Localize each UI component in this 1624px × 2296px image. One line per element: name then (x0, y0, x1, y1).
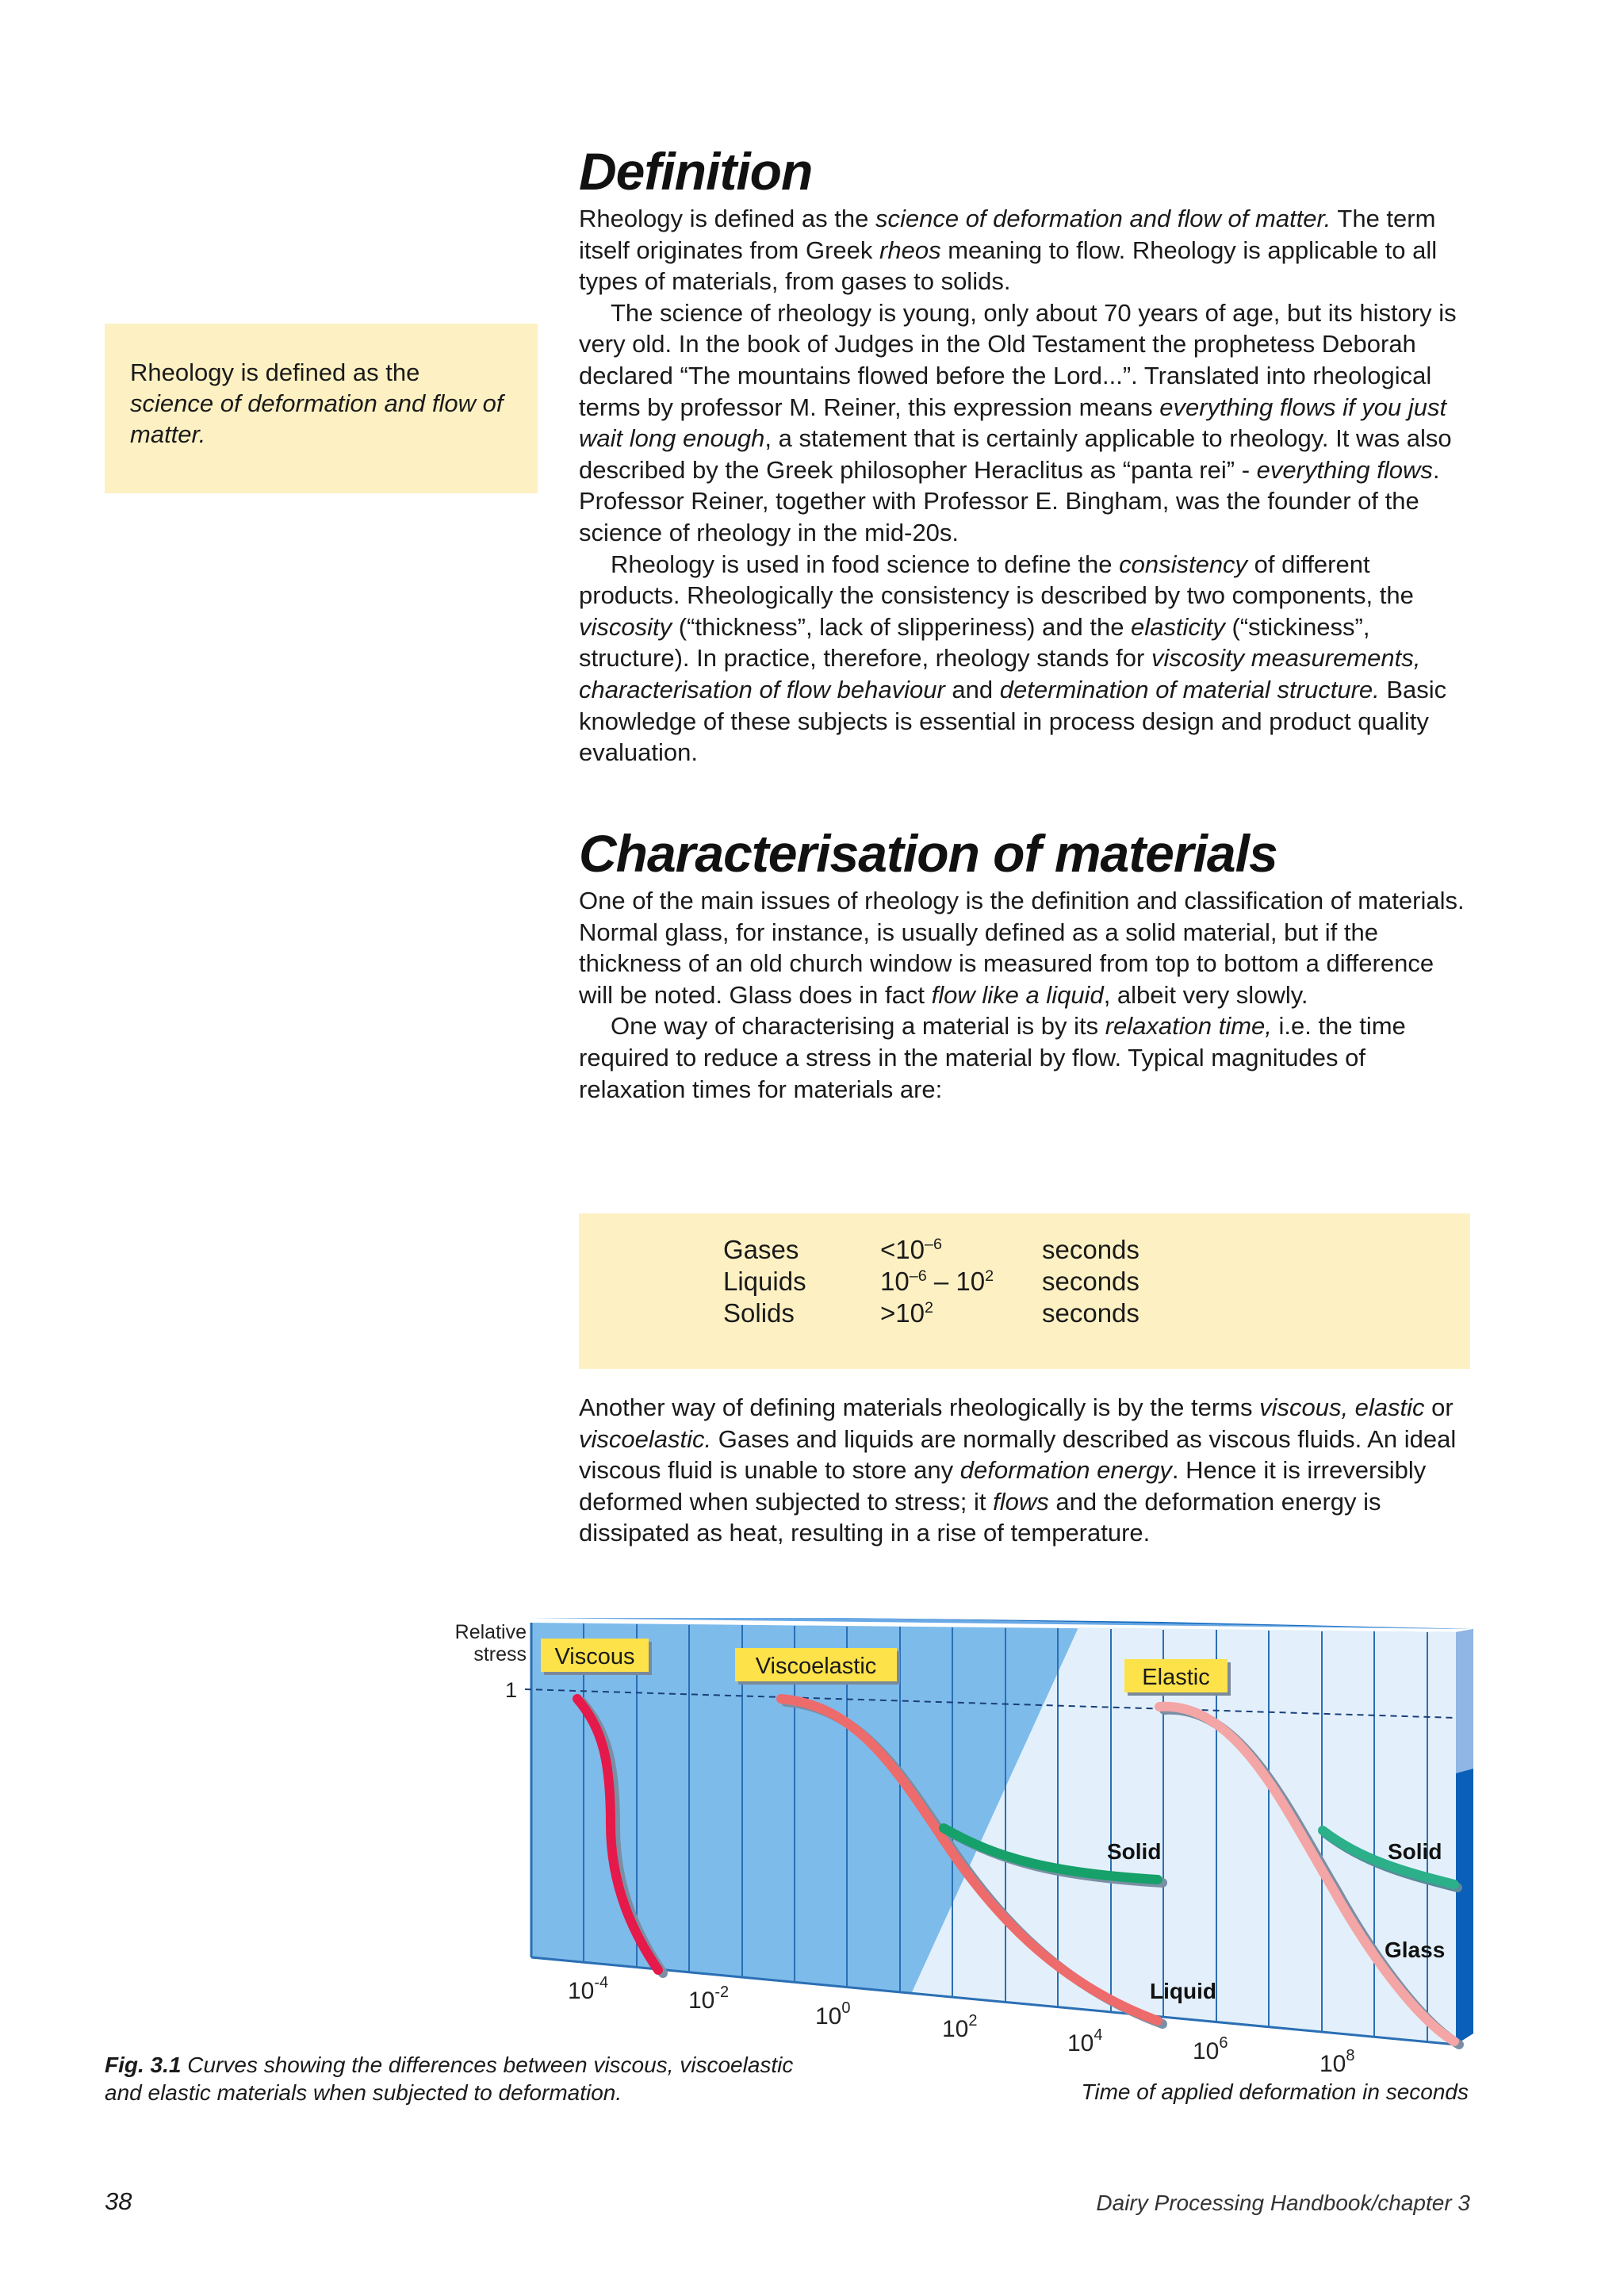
definition-paragraph-2: The science of rheology is young, only about 70 years of age, but its history is very old. In the book of Judges in the Old Testament the prophetess Deborah declared “The mountains flowed before the Lord...”. Translated into rheological terms by professor M. Reiner, this expression means everything flows if you just wait long enough, a statement that is certainly applicable to rheology. It was also described by the Greek philosopher Heraclitus as “panta rei” - everything flows. Professor Reiner, together with Professor E. Bingham, was the founder of the science of rheology in the mid-20s. (579, 298, 1457, 546)
viscous-tag (541, 1639, 652, 1675)
viscous-elastic-section (579, 1392, 1470, 1549)
figure-caption-label: Fig. 3.1 (105, 2053, 182, 2077)
viscoelastic-tag (735, 1648, 900, 1685)
figure-side-face-light (1456, 1629, 1473, 1773)
x-tick-label: $10^4$ (1067, 2026, 1103, 2056)
characterisation-section (579, 823, 1470, 1105)
characterisation-heading: Characterisation of materials (579, 824, 1277, 883)
relaxation-unit: seconds (1042, 1235, 1139, 1264)
relaxation-unit: seconds (1042, 1298, 1139, 1328)
relaxation-value: $10^{-6} - 10^2$ (880, 1267, 994, 1296)
svg-text:Elastic: Elastic (1142, 1665, 1210, 1690)
x-tick-label: $10^{-2}$ (688, 1984, 730, 2014)
material-name: Gases (723, 1235, 799, 1264)
relaxation-row (579, 1266, 1470, 1297)
figure-caption-text: Curves showing the differences between viscous, viscoelastic and elastic materials when subjected to deformation. (105, 2053, 794, 2105)
x-tick-label: $10^{-4}$ (568, 1974, 609, 2004)
y-axis-tick: 1 (504, 1678, 517, 1702)
definition-heading: Definition (579, 142, 813, 201)
svg-text:Viscous: Viscous (554, 1644, 635, 1669)
definition-section (579, 141, 1470, 769)
figure-caption (105, 2051, 818, 2106)
curve-label-glass: Glass (1385, 1938, 1446, 1962)
relaxation-times-box (579, 1213, 1470, 1369)
sidebar-note (105, 324, 538, 493)
x-tick-label: $10^0$ (815, 1999, 851, 2030)
characterisation-paragraph-2: One way of characterising a material is by its relaxation time, i.e. the time required to reduce a stress in the material by flow. Typical magnitudes of relaxation times for materials are: (579, 1012, 1406, 1103)
x-tick-label: $10^8$ (1320, 2047, 1355, 2077)
relaxation-value: $<10^{-6}$ (880, 1235, 942, 1264)
relaxation-value: $>10^2$ (880, 1298, 933, 1328)
x-axis-label: Time of applied deformation in seconds (1081, 2079, 1469, 2104)
definition-paragraph-1: Rheology is defined as the science of deformation and flow of matter. The term itself originates from Greek rheos meaning to flow. Rheology is applicable to all types of materials, from gases to solids. (579, 205, 1438, 296)
page-number: 38 (105, 2187, 132, 2215)
definition-paragraph-3: Rheology is used in food science to define the consistency of different products. Rheologically the consistency is described by two components, the viscosity (“thickness”, lack of slipperiness) and the elasticity (“stickiness”, structure). In practice, therefore, rheology stands for viscosity measurements, characterisation of flow behaviour and determination of material structure. Basic knowledge of these subjects is essential in process design and product quality evaluation. (579, 550, 1447, 767)
relaxation-row (579, 1297, 1470, 1329)
relaxation-row (579, 1234, 1470, 1266)
y-axis-label-1: Relative (454, 1621, 527, 1643)
curve-label-solid: Solid (1107, 1839, 1162, 1864)
relaxation-figure (428, 1602, 1483, 2078)
sidebar-note-emphasis: science of deformation and flow of matter. (130, 389, 504, 448)
curve-label-liquid: Liquid (1150, 1979, 1216, 2003)
elastic-tag (1124, 1659, 1231, 1696)
y-axis-label-2: stress (473, 1643, 527, 1665)
x-tick-label: $10^2$ (942, 2012, 978, 2042)
x-tick-label: $10^6$ (1193, 2034, 1228, 2064)
material-name: Solids (723, 1298, 795, 1328)
svg-text:Viscoelastic: Viscoelastic (755, 1654, 877, 1679)
relaxation-unit: seconds (1042, 1267, 1139, 1296)
characterisation-paragraph-3: Another way of defining materials rheologically is by the terms viscous, elastic or viscoelastic. Gases and liquids are normally described as viscous fluids. An ideal viscous fluid is unable to store any deformation energy. Hence it is irreversibly deformed when subjected to stress; it flows and the deformation energy is dissipated as heat, resulting in a rise of temperature. (579, 1393, 1457, 1547)
material-name: Liquids (723, 1267, 806, 1296)
curve-label-solid: Solid (1388, 1839, 1442, 1864)
sidebar-note-lead: Rheology is defined as the (130, 358, 420, 386)
characterisation-paragraph-1: One of the main issues of rheology is the definition and classification of materials. Normal glass, for instance, is usually defined as a solid material, but if the thickness of an old church window is measured from top to bottom a difference will be noted. Glass does in fact flow like a liquid, albeit very slowly. (579, 887, 1465, 1009)
running-title: Dairy Processing Handbook/chapter 3 (1096, 2191, 1470, 2215)
